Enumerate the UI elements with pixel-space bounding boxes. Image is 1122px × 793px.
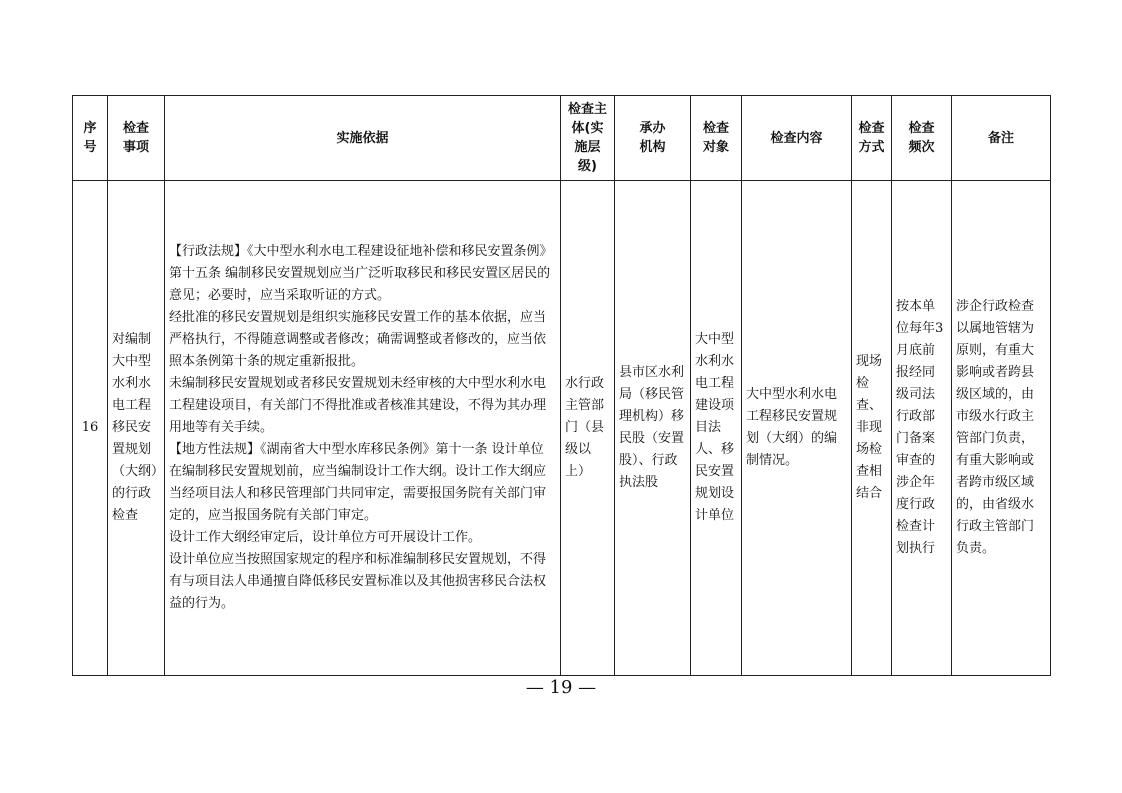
basis-paragraph: 设计工作大纲经审定后，设计单位方可开展设计工作。: [169, 530, 482, 545]
cell-remark: 涉企行政检查以属地管辖为原则，有重大影响或者跨县级区域的，由市级水行政主管部门负责，有重大影响或者跨市级区域的，由省级水行政主管部门负责。: [952, 181, 1051, 676]
header-frequency: 检查频次: [892, 96, 952, 181]
header-agency: 承办机构: [615, 96, 691, 181]
inspection-table: [72, 95, 1051, 676]
header-seq: 序号: [73, 96, 108, 181]
cell-subject: 水行政主管部门（县级以上）: [561, 181, 615, 676]
basis-paragraph: 经批准的移民安置规划是组织实施移民安置工作的基本依据，应当严格执行，不得随意调整或者修改；确需调整或者修改的，应当依照本条例第十条的规定重新报批。: [169, 310, 547, 369]
header-item: 检查事项: [108, 96, 165, 181]
cell-content: 大中型水利水电工程移民安置规划（大纲）的编制情况。: [742, 181, 852, 676]
cell-method: 现场检查、非现场检查相结合: [852, 181, 892, 676]
basis-paragraph: 未编制移民安置规划或者移民安置规划未经审核的大中型水利水电工程建设项目，有关部门不得批准或者核准其建设，不得为其办理用地等有关手续。: [169, 376, 547, 435]
header-content: 检查内容: [742, 96, 852, 181]
basis-paragraph: 设计单位应当按照国家规定的程序和标准编制移民安置规划，不得有与项目法人串通擅自降低移民安置标准以及其他损害移民合法权益的行为。: [169, 552, 547, 611]
page-number: — 19 —: [525, 677, 597, 698]
header-method: 检查方式: [852, 96, 892, 181]
basis-paragraph: 【行政法规】《大中型水利水电工程建设征地补偿和移民安置条例》第十五条 编制移民安置规划应当广泛听取移民和移民安置区居民的意见；必要时，应当采取听证的方式。: [169, 244, 553, 303]
header-row: [73, 96, 1051, 181]
header-subject: 检查主体(实施层级): [561, 96, 615, 181]
cell-seq: 16: [73, 181, 108, 676]
basis-paragraph: 【地方性法规】《湖南省大中型水库移民条例》第十一条 设计单位在编制移民安置规划前，应当编制设计工作大纲。设计工作大纲应当经项目法人和移民管理部门共同审定，需要报国务院有关部门审定的，应当报国务院有关部门审定。: [169, 442, 547, 523]
cell-frequency: 按本单位每年3月底前报经同级司法行政部门备案审查的涉企年度行政检查计划执行: [892, 181, 952, 676]
table-row: [73, 181, 1051, 676]
cell-object: 大中型水利水电工程建设项目法人、移民安置规划设计单位: [691, 181, 742, 676]
cell-basis: [165, 181, 561, 676]
header-object: 检查对象: [691, 96, 742, 181]
cell-agency: 县市区水利局（移民管理机构）移民股（安置股）、行政执法股: [615, 181, 691, 676]
cell-item: 对编制大中型水利水电工程移民安置规划（大纲）的行政检查: [108, 181, 165, 676]
header-basis: 实施依据: [165, 96, 561, 181]
header-remark: 备注: [952, 96, 1051, 181]
